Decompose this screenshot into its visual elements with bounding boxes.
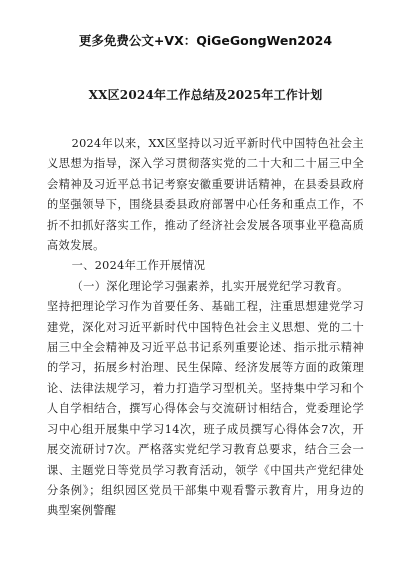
document-title: XX区2024年工作总结及2025年工作计划 [88, 88, 323, 102]
subsection-heading: （一）深化理论学习强素养，扎实开展党纪学习教育。 [71, 279, 349, 293]
section-heading: 一、2024年工作开展情况 [71, 259, 206, 273]
intro-paragraph: 2024年以来，XX区坚持以习近平新时代中国特色社会主义思想为指导，深入学习贯彻落实党的二十大和二十届三中全会精神及习近平总书记考察安徽重要讲话精神，在县委县政府的坚强领导下，围绕县委县政府部署中心任务和重点工作，不折不扣抓好落实工作，推动了经济社会发展各项事业平稳高质高效发展。 [47, 137, 364, 253]
watermark-header: 更多免费公文+VX：QiGeGongWen2024 [78, 33, 333, 48]
body-paragraph: 坚持把理论学习作为首要任务、基础工程，注重思想建党学习建党，深化对习近平新时代中国特色社会主义思想、党的二十届三中全会精神及习近平总书记系列重要论述、指示批示精神的学习，拓展乡村治理、民生保障、经济发展等方面的政策理论、法律法规学习，着力打造学习型机关。坚持集中学习和个人自学相结合，撰写心得体会与交流研讨相结合，党委理论学习中心组开展集中学习14次，班子成员撰写心得体会7次，开展交流研讨7次。严格落实党纪学习教育总要求，结合三会一课、主题党日等党员学习教育活动，领学《中国共产党纪律处分条例》；组织园区党员干部集中观看警示教育片，用身边的典型案例警醒 [47, 300, 364, 518]
document-body [47, 134, 364, 522]
